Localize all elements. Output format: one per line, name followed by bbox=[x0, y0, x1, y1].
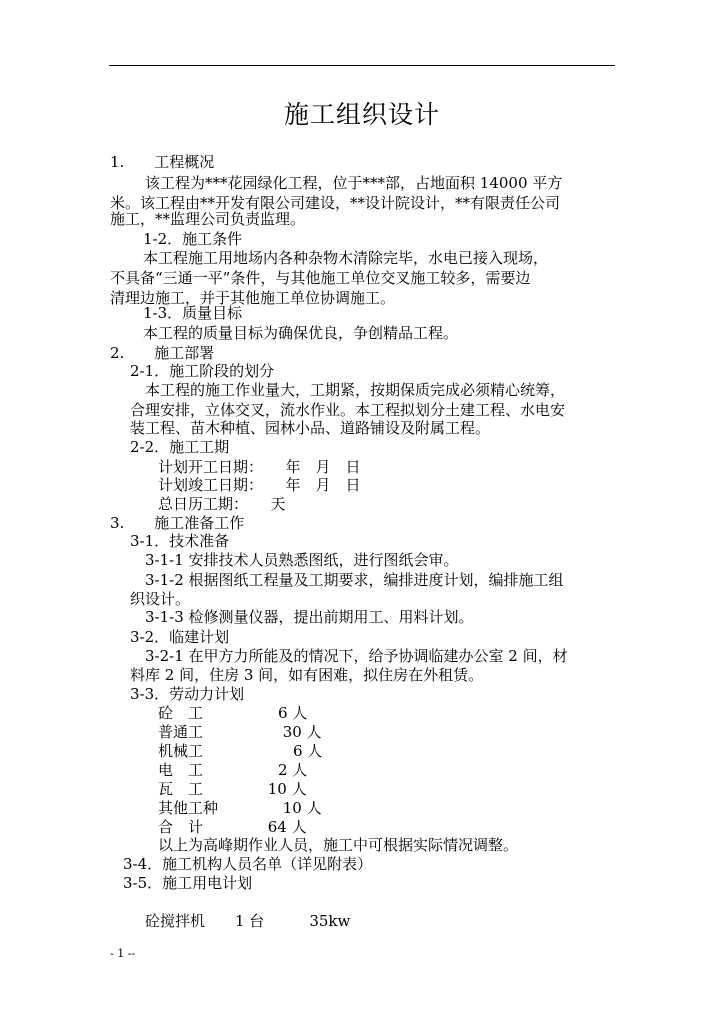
text-line: 2-2．施工工期 bbox=[130, 438, 230, 456]
text-line: 1-2．施工条件 bbox=[143, 230, 243, 248]
text-line: 3-2．临建计划 bbox=[130, 628, 230, 646]
text-line: 3. 施工准备工作 bbox=[110, 514, 245, 532]
text-line: 3-3．劳动力计划 bbox=[130, 685, 245, 703]
text-line: 普通工 30 人 bbox=[158, 723, 322, 741]
text-line: 3-1-1 安排技术人员熟悉图纸，进行图纸会审。 bbox=[145, 551, 459, 569]
text-line: 清理边施工，并于其他施工单位协调施工。 bbox=[110, 289, 396, 307]
text-line: 本工程的质量目标为确保优良，争创精品工程。 bbox=[143, 324, 459, 342]
text-line: 3-5．施工用电计划 bbox=[123, 874, 253, 892]
text-line: 3-1-3 检修测量仪器，提出前期用工、用料计划。 bbox=[145, 608, 474, 626]
text-line: 米。该工程由**开发有限公司建设，**设计院设计，**有限责任公司 bbox=[110, 194, 561, 212]
text-line: 3-2-1 在甲方力所能及的情况下，给予协调临建办公室 2 间，材 bbox=[145, 647, 568, 665]
text-line: 砼搅拌机 1 台 35kw bbox=[145, 912, 351, 930]
text-line: 机械工 6 人 bbox=[158, 742, 323, 760]
text-line: 不具备“三通一平”条件，与其他施工单位交叉施工较多，需要边 bbox=[110, 269, 531, 287]
text-line: 合 计 64 人 bbox=[158, 818, 307, 836]
text-line: 计划开工日期： 年 月 日 bbox=[158, 458, 361, 476]
text-line: 该工程为***花园绿化工程，位于***部，占地面积 14000 平方 bbox=[145, 174, 563, 192]
text-line: 砼 工 6 人 bbox=[158, 704, 308, 722]
text-line: 瓦 工 10 人 bbox=[158, 780, 307, 798]
page-number: - 1 -- bbox=[110, 947, 136, 960]
text-line: 3-1-2 根据图纸工程量及工期要求，编排进度计划，编排施工组 bbox=[145, 571, 564, 589]
text-line: 施工，**监理公司负责监理。 bbox=[110, 210, 306, 228]
document-title: 施工组织设计 bbox=[283, 100, 440, 129]
text-line: 计划竣工日期： 年 月 日 bbox=[158, 476, 361, 494]
header-rule bbox=[109, 65, 615, 66]
text-line: 其他工种 10 人 bbox=[158, 799, 322, 817]
text-line: 合理安排，立体交叉，流水作业。本工程拟划分土建工程、水电安 bbox=[130, 401, 566, 419]
text-line: 以上为高峰期作业人员，施工中可根据实际情况调整。 bbox=[158, 836, 519, 854]
text-line: 1-3．质量目标 bbox=[143, 304, 243, 322]
text-line: 装工程、苗木种植、园林小品、道路铺设及附属工程。 bbox=[130, 419, 491, 437]
text-line: 织设计。 bbox=[130, 590, 191, 608]
text-line: 总日历工期： 天 bbox=[158, 495, 286, 513]
text-line: 本工程施工用地场内各种杂物木清除完毕，水电已接入现场， bbox=[143, 249, 549, 267]
text-line: 3-4．施工机构人员名单（详见附表） bbox=[123, 855, 373, 873]
text-line: 2-1．施工阶段的划分 bbox=[130, 362, 275, 380]
text-line: 3-1．技术准备 bbox=[130, 532, 230, 550]
text-line: 料库 2 间，住房 3 间，如有困难，拟住房在外租赁。 bbox=[130, 666, 484, 684]
text-line: 本工程的施工作业量大，工期紧，按期保质完成必须精心统筹， bbox=[145, 381, 566, 399]
text-line: 电 工 2 人 bbox=[158, 761, 308, 779]
text-line: 1. 工程概况 bbox=[110, 153, 215, 171]
text-line: 2. 施工部署 bbox=[110, 344, 215, 362]
